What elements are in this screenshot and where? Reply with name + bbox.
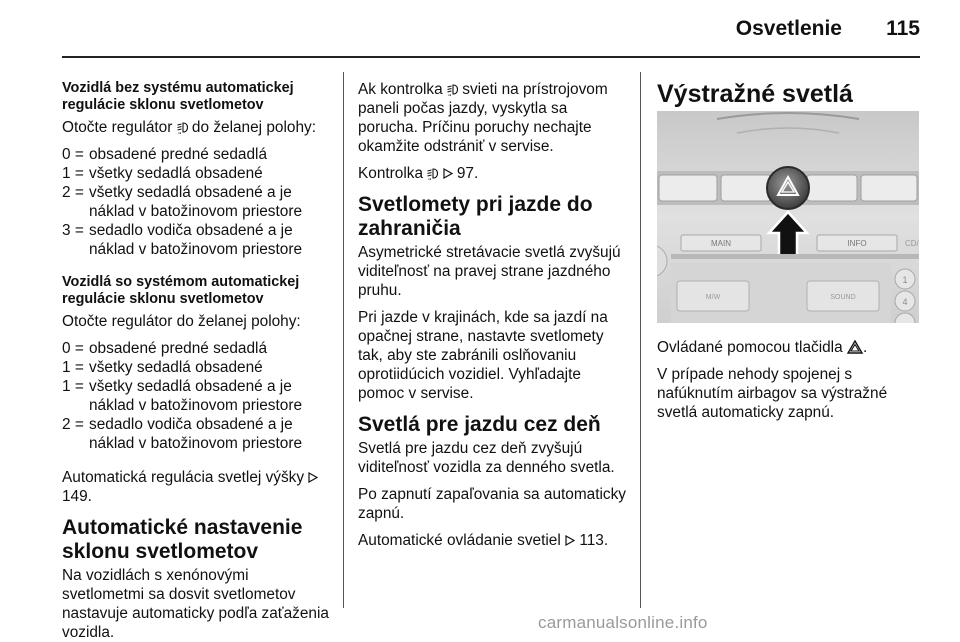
mw-button-label: M/W xyxy=(705,294,721,301)
info-button-label: INFO xyxy=(847,239,867,248)
section-heading: Svetlomety pri jazde do zahraničia xyxy=(358,193,593,240)
triangle-arrow-icon xyxy=(443,168,453,179)
column-left xyxy=(62,80,334,642)
text: Automatické ovládanie svetiel xyxy=(358,532,561,549)
triangle-arrow-icon xyxy=(565,535,575,546)
column-divider xyxy=(640,72,641,608)
paragraph: Na vozidlách s xenónovými svetlometmi sa dosvit svetlometov nastavuje automaticky podľa zaťaženia vozidla. xyxy=(62,567,329,641)
page-number: 115 xyxy=(886,17,920,40)
text: Otočte regulátor xyxy=(62,119,173,136)
paragraph: Po zapnutí zapaľovania sa automaticky zapnú. xyxy=(358,486,626,522)
hazard-triangle-icon xyxy=(847,340,863,354)
page-reference: 149. xyxy=(62,488,92,505)
cd-button-label: CD/ xyxy=(905,239,919,248)
paragraph xyxy=(358,80,628,156)
section-heading: Automatické nastavenie sklonu svetlometov xyxy=(62,516,303,563)
page-title: Osvetlenie xyxy=(735,17,842,40)
list-item: 2 = sedadlo vodiča obsadené a je náklad v batožinovom priestore xyxy=(62,416,303,452)
list-item: 3 = sedadlo vodiča obsadené a je náklad v batožinovom priestore xyxy=(62,222,303,258)
paragraph xyxy=(62,118,334,137)
text: do želanej polohy: xyxy=(191,119,316,136)
headlight-range-icon xyxy=(427,167,438,180)
dashboard-illustration xyxy=(657,111,919,323)
hazard-button-photo xyxy=(657,111,919,323)
triangle-arrow-icon xyxy=(308,472,318,483)
column-middle xyxy=(358,80,628,558)
list-item: 1 = všetky sedadlá obsadené xyxy=(62,359,263,376)
page-reference: 113. xyxy=(579,532,609,549)
list-item: 0 = obsadené predné sedadlá xyxy=(62,146,267,163)
section-heading: Výstražné svetlá xyxy=(657,80,853,108)
text: svieti na prístrojovom paneli počas jazdy, vyskytla sa porucha. Príčinu poruchy nechajte okamžite odstrániť v servise. xyxy=(358,81,608,155)
list xyxy=(62,339,334,453)
page-header xyxy=(0,0,960,60)
paragraph xyxy=(62,468,334,506)
paragraph: Otočte regulátor do želanej polohy: xyxy=(62,313,301,330)
paragraph: Svetlá pre jazdu cez deň zvyšujú viditeľnosť vozidla za denného svetla. xyxy=(358,440,615,476)
paragraph: Pri jazde v krajinách, kde sa jazdí na opačnej strane, nastavte svetlomety tak, aby ste zabránili oslňovaniu oprotiidúcich vozidiel. Vyhľadajte pomoc v servise. xyxy=(358,309,608,402)
preset-1-label: 1 xyxy=(902,275,908,285)
list-item: 1 = všetky sedadlá obsadené a je náklad v batožinovom priestore xyxy=(62,378,303,414)
list-item: 0 = obsadené predné sedadlá xyxy=(62,340,267,357)
header-divider xyxy=(62,56,920,58)
text: Automatická regulácia svetlej výšky xyxy=(62,469,305,486)
caption-block xyxy=(657,338,919,430)
text: Ak kontrolka xyxy=(358,81,443,98)
section-heading: Svetlá pre jazdu cez deň xyxy=(358,413,601,436)
section-subheading: Vozidlá so systémom automatickej regulácie sklonu svetlometov xyxy=(62,274,300,307)
preset-4-label: 4 xyxy=(902,297,908,307)
list xyxy=(62,145,334,259)
text: Ovládané pomocou tlačidla xyxy=(657,339,843,356)
column-right xyxy=(657,80,919,108)
headlight-range-icon xyxy=(177,121,188,134)
section-subheading: Vozidlá bez systému automatickej regulácie sklonu svetlometov xyxy=(62,80,294,113)
list-item: 2 = všetky sedadlá obsadené a je náklad v batožinovom priestore xyxy=(62,184,303,220)
paragraph: Asymetrické stretávacie svetlá zvyšujú viditeľnosť na pravej strane jazdného pruhu. xyxy=(358,244,621,299)
list-item: 1 = všetky sedadlá obsadené xyxy=(62,165,263,182)
page-reference: 97. xyxy=(456,165,479,182)
column-divider xyxy=(343,72,344,608)
sound-button-label: SOUND xyxy=(830,294,856,301)
main-button-label: MAIN xyxy=(711,239,731,248)
watermark: carmanualsonline.info xyxy=(538,613,708,632)
paragraph: Ovládané pomocou tlačidla . xyxy=(657,339,868,356)
headlight-range-icon xyxy=(447,83,458,96)
text: Kontrolka xyxy=(358,165,424,182)
paragraph: V prípade nehody spojenej s nafúknutím airbagov sa výstražné svetlá automaticky zapnú. xyxy=(657,366,888,421)
paragraph xyxy=(358,531,628,550)
paragraph xyxy=(358,164,628,183)
